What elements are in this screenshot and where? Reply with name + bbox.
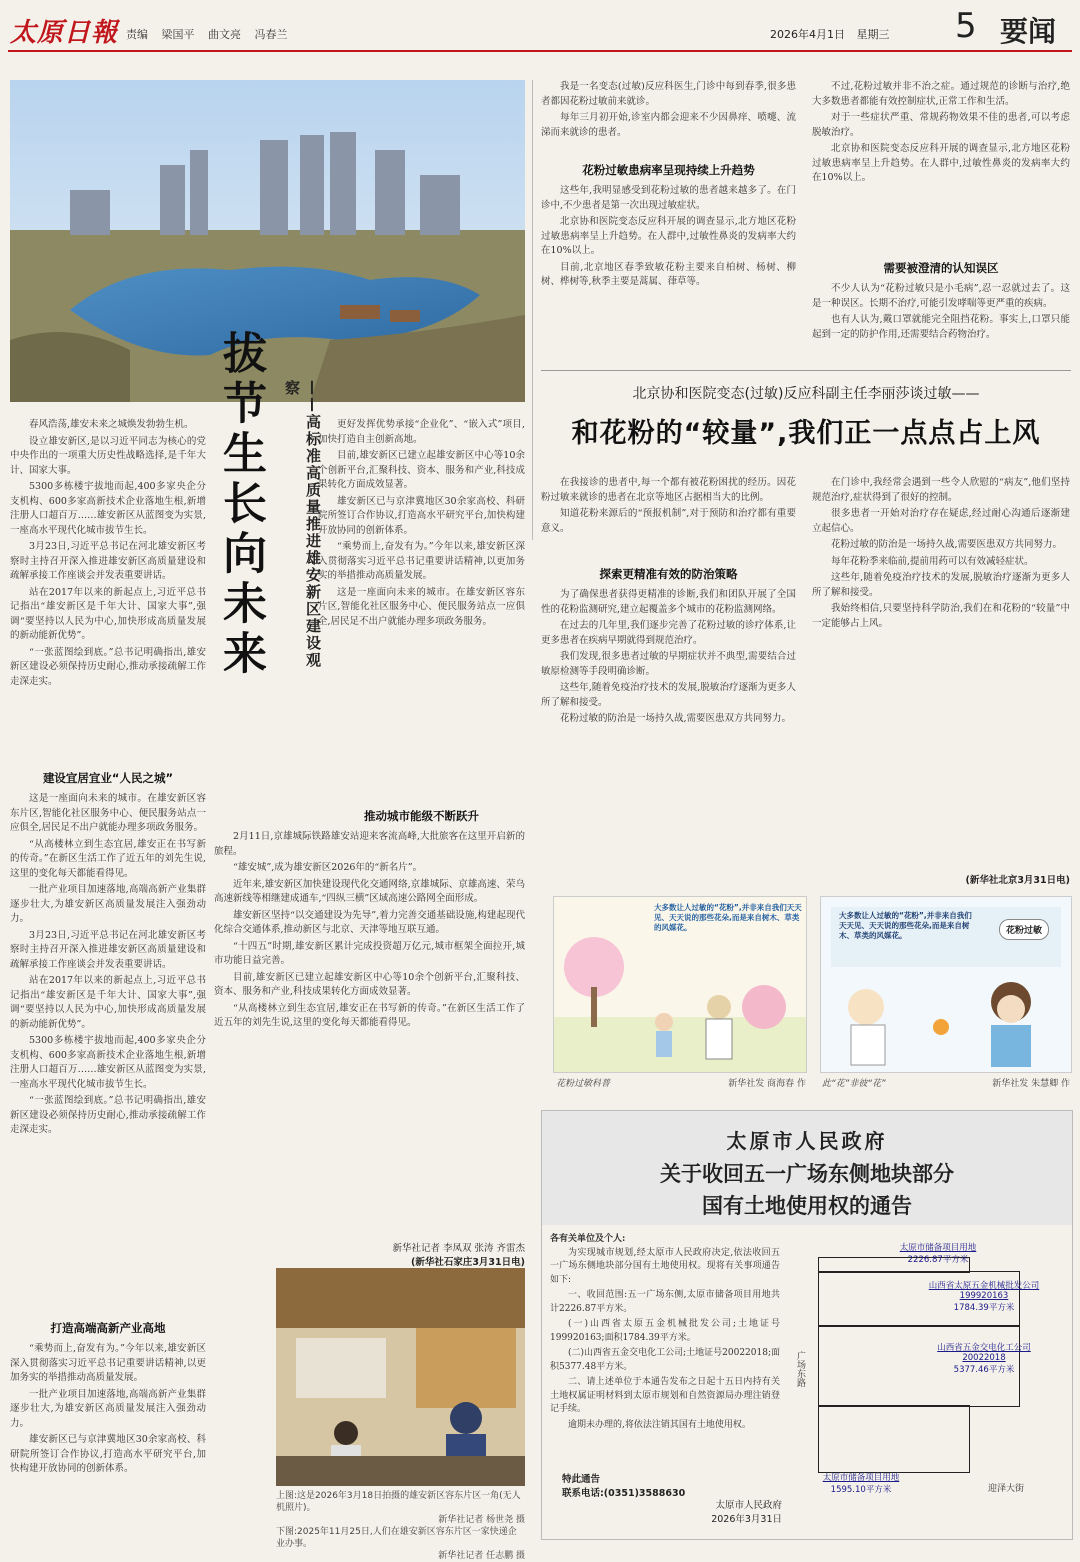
pollen-subhead-1: 花粉过敏患病率呈现持续上升趋势 <box>582 163 755 177</box>
road-label-horizontal: 迎泽大街 <box>988 1484 1025 1494</box>
notice-paragraph: 一、收回范围:五一广场东侧,太原市储备项目用地共计2226.87平方米。 <box>550 1290 780 1314</box>
map-label-reserve-2 <box>796 1471 926 1495</box>
pollen-column-2b <box>812 282 1070 362</box>
notice-paragraph: (一)山西省太原五金机械批发公司;土地证号199920163;面积1784.39平方米。 <box>550 1319 780 1343</box>
notice-paragraph: 二、请上述单位于本通告发布之日起十五日内持有关土地权属证明材料到太原市规划和自然资源局办理注销登记手续。 <box>550 1377 780 1414</box>
photo-caption <box>276 1490 525 1562</box>
signature-issuer: 太原市人民政府 <box>715 1500 782 1511</box>
parcel-name: 太原市储备项目用地 <box>822 1473 900 1483</box>
caption-title: 此“花”非彼“花” <box>822 1079 886 1089</box>
lead-paragraph: “从高楼林立到生态宜居,雄安正在书写新的传奇。”在新区生活工作了近五年的刘先生说,这里的变化每天都能看得见。 <box>214 1002 525 1028</box>
lead-paragraph: “从高楼林立到生态宜居,雄安正在书写新的传奇。”在新区生活工作了近五年的刘先生说,这里的变化每天都能看得见。 <box>10 838 206 879</box>
staff-name: 曲文亮 <box>208 28 241 41</box>
lead-paragraph: 5300多栋楼宇拔地而起,400多家央企分支机构、600多家高新技术企业落地生根,新增注册人口超百万……雄安新区从蓝图变为实景,一座高水平现代化城市拔节生长。 <box>10 1035 206 1090</box>
notice-body <box>550 1233 780 1463</box>
feature-paragraph: 在过去的几年里,我们逐步完善了花粉过敏的诊疗体系,让更多患者在疾病早期就得到规范治疗。 <box>541 620 796 646</box>
parcel-outline <box>818 1405 970 1473</box>
parcel-code: 199920163 <box>959 1291 1009 1301</box>
parcel-area: 1784.39平方米 <box>953 1303 1015 1313</box>
feature-paragraph: 花粉过敏的防治是一场持久战,需要医患双方共同努力。 <box>560 713 792 724</box>
lead-column-b <box>318 418 525 798</box>
feature-kicker: 北京协和医院变态(过敏)反应科副主任李丽莎谈过敏—— <box>632 386 980 402</box>
pollen-column-2 <box>812 80 1070 250</box>
lead-paragraph: 一批产业项目加速落地,高端高新产业集群逐步壮大,为雄安新区高质量发展注入强劲动力。 <box>10 884 206 924</box>
feature-paragraph: 我始终相信,只要坚持科学防治,我们在和花粉的“较量”中一定能够占上风。 <box>812 603 1070 629</box>
map-label-reserve <box>858 1241 1018 1265</box>
notice-contact <box>562 1473 685 1501</box>
feature-subhead: 探索更精准有效的防治策略 <box>599 567 738 581</box>
government-notice <box>541 1110 1073 1540</box>
newspaper-logo: 太原日報 <box>10 18 119 48</box>
lead-paragraph: 目前,雄安新区已建立起雄安新区中心等10余个创新平台,汇聚科技、资本、服务和产业,科技成果转化方面成效显著。 <box>214 971 525 997</box>
notice-paragraph: 为实现城市规划,经太原市人民政府决定,依法收回五一广场东侧地块部分国有土地使用权。现将有关事项通告如下: <box>550 1247 780 1285</box>
lead-lower-photo <box>276 1268 525 1486</box>
page-number: 5 <box>955 6 977 46</box>
staff-list <box>126 26 288 42</box>
feature-paragraph: 在我接诊的患者中,每一个都有被花粉困扰的经历。因花粉过敏来就诊的患者在北京等地区占据相当大的比例。 <box>541 477 796 503</box>
pollen-paragraph: 每年三月初开始,诊室内都会迎来不少因鼻痒、喷嚏、流涕而来就诊的患者。 <box>541 112 796 138</box>
cartoon-2-caption <box>822 1076 1070 1089</box>
feature-paragraph: 花粉过敏的防治是一场持久战,需要医患双方共同努力。 <box>831 539 1063 550</box>
pollen-paragraph: 这些年,我明显感受到花粉过敏的患者越来越多了。在门诊中,不少患者是第一次出现过敏症状。 <box>541 185 796 211</box>
notice-issuer: 太原市人民政府 <box>726 1129 888 1153</box>
pollen-subhead-2: 需要被澄清的认知误区 <box>883 261 999 275</box>
pollen-paragraph: 北京协和医院变态反应科开展的调查显示,北方地区花粉过敏患病率呈上升趋势。在人群中,过敏性鼻炎的发病率大约在10%以上。 <box>812 143 1070 183</box>
city-lake-photo <box>10 80 525 402</box>
notice-header <box>542 1111 1072 1225</box>
lead-intro-paragraph: 站在2017年以来的新起点上,习近平总书记指出“雄安新区是千年大计、国家大事”,强调“要坚持以人民为中心,加快形成高质量发展的新动能新优势”。 <box>10 586 206 641</box>
lead-paragraph: 2月11日,京雄城际铁路雄安站迎来客流高峰,大批旅客在这里开启新的旅程。 <box>214 831 525 857</box>
cartoon-bubble: 大多数让人过敏的“花粉”,并非来自我们天天见、天天说的那些花朵,而是来自树木、草类的风媒花。 <box>839 911 972 940</box>
lead-byline <box>300 1240 525 1268</box>
lead-subhead-3: 打造高端高新产业高地 <box>50 1321 166 1335</box>
lead-paragraph: 雄安新区坚持“以交通建设为先导”,着力完善交通基础设施,构建起现代化综合交通体系,推动新区与北京、天津等地互联互通。 <box>214 909 525 935</box>
parcel-name: 山西省太原五金机械批发公司 <box>928 1281 1040 1291</box>
cartoon-2 <box>820 896 1072 1073</box>
weekday-text: 星期三 <box>856 28 890 41</box>
map-label-appliance <box>900 1341 1068 1375</box>
lead-paragraph: 3月23日,习近平总书记在河北雄安新区考察时主持召开深入推进雄安新区高质量建设和疏解承接工作座谈会并发表重要讲话。 <box>10 929 206 970</box>
byline-text: 新华社记者 李凤双 张涛 齐雷杰 <box>392 1243 525 1254</box>
notice-paragraph: (二)山西省五金交电化工公司;土地证号20022018;面积5377.48平方米。 <box>550 1348 780 1372</box>
parcel-code: 20022018 <box>962 1353 1006 1363</box>
feature-header <box>541 370 1071 461</box>
parcel-area: 5377.46平方米 <box>953 1365 1015 1375</box>
pollen-paragraph: 北京协和医院变态反应科开展的调查显示,北方地区花粉过敏患病率呈上升趋势。在人群中,过敏性鼻炎的发病率大约在10%以上。 <box>541 216 796 256</box>
pollen-paragraph: 目前,北京地区春季致敏花粉主要来自柏树、杨树、柳树、桦树等,秋季主要是蒿属、葎草等。 <box>541 261 796 287</box>
lead-subhead-2: 推动城市能级不断跃升 <box>364 809 479 823</box>
lead-paragraph: 近年来,雄安新区加快建设现代化交通网络,京雄城际、京雄高速、荣乌高速新线等相继建成通车,“四纵三横”区域高速公路网全面形成。 <box>214 878 525 904</box>
dateline-text: (新华社石家庄3月31日电) <box>410 1257 525 1268</box>
lead-intro-paragraph: 设立雄安新区,是以习近平同志为核心的党中央作出的一项重大历史性战略选择,是千年大计、国家大事。 <box>10 435 206 476</box>
issue-date <box>770 26 890 42</box>
lead-intro-paragraph: 春风浩荡,雄安未来之城焕发勃勃生机。 <box>29 419 194 430</box>
lead-paragraph: 站在2017年以来的新起点上,习近平总书记指出“雄安新区是千年大计、国家大事”,强调“要坚持以人民为中心,加快形成高质量发展的新动能新优势”。 <box>10 975 206 1030</box>
lead-paragraph: 这是一座面向未来的城市。在雄安新区容东片区,智能化社区服务中心、便民服务站点一应俱全,居民足不出户就能办理多项政务服务。 <box>318 586 525 627</box>
lead-headline: 拔节生长向未来 <box>215 330 266 680</box>
caption-credit: 新华社记者 任志鹏 摄 <box>438 1551 525 1561</box>
caption-line: 下图:2025年11月25日,人们在雄安新区容东片区一家快递企业办事。 <box>276 1527 517 1549</box>
date-text: 2026年4月1日 <box>770 28 845 41</box>
lead-paragraph: 雄安新区已与京津冀地区30余家高校、科研院所签订合作协议,打造高水平研究平台,加快构建开放协同的创新体系。 <box>318 495 525 536</box>
feature-paragraph: 知道花粉来源后的“预报机制”,对于预防和治疗都有重要意义。 <box>541 508 796 534</box>
lead-photo <box>10 80 525 402</box>
pollen-column-1b <box>541 184 796 364</box>
notice-closing: 特此通告 <box>562 1474 601 1485</box>
caption-line: 上图:这是2026年3月18日拍摄的雄安新区容东片区一角(无人机照片)。 <box>276 1491 521 1513</box>
staff-name: 梁国平 <box>161 28 195 41</box>
feature-byline: (新华社北京3月31日电) <box>965 875 1070 886</box>
office-photo <box>276 1268 525 1486</box>
feature-column-1b <box>541 588 796 884</box>
masthead <box>0 0 1080 56</box>
lead-paragraph: “一张蓝图绘到底。”总书记明确指出,雄安新区建设必须保持历史耐心,推动承接疏解工作走深走实。 <box>10 1095 206 1135</box>
notice-title-1: 关于收回五一广场东侧地块部分 <box>660 1162 954 1186</box>
lead-intro-paragraph: 3月23日,习近平总书记在河北雄安新区考察时主持召开深入推进雄安新区高质量建设和疏解承接工作座谈会并发表重要讲话。 <box>10 541 206 581</box>
feature-headline: 和花粉的“较量”,我们正一点点占上风 <box>571 418 1041 449</box>
parcel-area: 1595.10平方米 <box>830 1485 892 1495</box>
lead-paragraph: 雄安新区已与京津冀地区30余家高校、科研院所签订合作协议,打造高水平研究平台,加快构建开放协同的创新体系。 <box>10 1434 206 1474</box>
cartoon-1 <box>553 896 807 1073</box>
lead-intro <box>10 418 206 758</box>
lead-paragraph: 更好发挥优势承接“企业化”、“嵌入式”项目,加快打造自主创新高地。 <box>318 419 525 445</box>
lead-paragraph: 一批产业项目加速落地,高端高新产业集群逐步壮大,为雄安新区高质量发展注入强劲动力。 <box>10 1388 206 1429</box>
lead-paragraph: “十四五”时期,雄安新区累计完成投资超万亿元,城市框架全面拉开,城市功能日益完善。 <box>214 940 525 966</box>
caption-credit: 新华社发 商海春 作 <box>728 1079 806 1089</box>
feature-paragraph: 每年花粉季来临前,提前用药可以有效减轻症状。 <box>831 555 1034 567</box>
notice-title-2: 国有土地使用权的通告 <box>702 1194 912 1218</box>
road-label-vertical: 广场东路 <box>795 1351 805 1387</box>
lead-column-a <box>10 792 206 1312</box>
pollen-column-1 <box>541 80 796 148</box>
map-label-hardware <box>900 1279 1068 1313</box>
site-map <box>788 1231 1068 1531</box>
notice-signature <box>652 1499 782 1527</box>
lead-subhead-1: 建设宜居宜业“人民之城” <box>42 771 174 785</box>
lead-paragraph: “乘势而上,奋发有为。”今年以来,雄安新区深入贯彻落实习近平总书记重要讲话精神,以更加务实的举措推动高质量发展。 <box>10 1343 206 1383</box>
pollen-paragraph: 不过,花粉过敏并非不治之症。通过规范的诊断与治疗,绝大多数患者都能有效控制症状,正常工作和生活。 <box>812 81 1070 107</box>
cartoon-speech: 花粉过敏 <box>999 919 1049 940</box>
caption-credit: 新华社记者 杨世尧 摄 <box>438 1515 525 1525</box>
masthead-rule <box>8 50 1072 52</box>
feature-paragraph: 这些年,随着免疫治疗技术的发展,脱敏治疗逐渐为更多人所了解和接受。 <box>541 682 796 708</box>
parcel-name: 山西省五金交电化工公司 <box>937 1343 1031 1353</box>
staff-role: 责编 <box>126 28 148 41</box>
pollen-paragraph: 也有人认为,戴口罩就能完全阻挡花粉。事实上,口罩只能起到一定的防护作用,还需要结合药物治疗。 <box>812 314 1070 340</box>
lead-column-c <box>214 830 525 1230</box>
lead-intro-paragraph: “一张蓝图绘到底。”总书记明确指出,雄安新区建设必须保持历史耐心,推动承接疏解工作走深走实。 <box>10 646 206 687</box>
feature-paragraph: 在门诊中,我经常会遇到一些令人欣慰的“病友”,他们坚持规范治疗,症状得到了很好的控制。 <box>812 477 1070 503</box>
pollen-paragraph: 不少人认为“花粉过敏只是小毛病”,忍一忍就过去了。这是一种误区。长期不治疗,可能引发哮喘等更严重的疾病。 <box>812 283 1070 309</box>
feature-paragraph: 为了确保患者获得更精准的诊断,我们和团队开展了全国性的花粉监测研究,建立起覆盖多个城市的花粉监测网络。 <box>541 589 796 615</box>
lead-column-a2 <box>10 1342 206 1538</box>
lead-paragraph: “雄安城”,成为雄安新区2026年的“新名片”。 <box>233 862 423 873</box>
caption-credit: 新华社发 朱慧卿 作 <box>992 1079 1070 1089</box>
parcel-area: 2226.87平方米 <box>907 1255 969 1265</box>
lead-paragraph: 目前,雄安新区已建立起雄安新区中心等10余个创新平台,汇聚科技、资本、服务和产业,科技成果转化方面成效显著。 <box>318 450 525 490</box>
pollen-paragraph: 我是一名变态(过敏)反应科医生,门诊中每到春季,很多患者都因花粉过敏前来就诊。 <box>541 81 796 107</box>
staff-name: 冯春兰 <box>254 28 288 41</box>
lead-subheadline: ——高标准高质量推进雄安新区建设观察 <box>283 380 322 669</box>
column-divider <box>532 80 533 540</box>
feature-paragraph: 这些年,随着免疫治疗技术的发展,脱敏治疗逐渐为更多人所了解和接受。 <box>812 572 1070 598</box>
cartoon-1-caption <box>556 1076 806 1089</box>
pollen-paragraph: 对于一些症状严重、常规药物效果不佳的患者,可以考虑脱敏治疗。 <box>812 112 1070 138</box>
section-name: 要闻 <box>1000 15 1057 48</box>
notice-paragraph: 逾期未办理的,将依法注销其国有土地使用权。 <box>568 1419 751 1430</box>
feature-column-1 <box>541 476 796 556</box>
notice-salutation: 各有关单位及个人: <box>550 1234 626 1244</box>
parcel-name: 太原市储备项目用地 <box>899 1243 977 1253</box>
feature-paragraph: 很多患者一开始对治疗存在疑虑,经过耐心沟通后逐渐建立起信心。 <box>812 508 1070 534</box>
feature-paragraph: 我们发现,很多患者过敏的早期症状并不典型,需要结合过敏原检测等手段明确诊断。 <box>541 651 796 677</box>
notice-phone: 联系电话:(0351)3588630 <box>562 1488 686 1499</box>
signature-date: 2026年3月31日 <box>711 1514 782 1525</box>
lead-paragraph: “乘势而上,奋发有为。”今年以来,雄安新区深入贯彻落实习近平总书记重要讲话精神,以更加务实的举措推动高质量发展。 <box>318 541 525 581</box>
caption-title: 花粉过敏科普 <box>556 1079 611 1089</box>
cartoon-bubble: 大多数让人过敏的“花粉”,并非来自我们天天见、天天说的那些花朵,而是来自树木、草类的风媒花。 <box>654 903 802 932</box>
feature-column-2 <box>812 476 1070 870</box>
lead-paragraph: 这是一座面向未来的城市。在雄安新区容东片区,智能化社区服务中心、便民服务站点一应俱全,居民足不出户就能办理多项政务服务。 <box>10 793 206 833</box>
lead-intro-paragraph: 5300多栋楼宇拔地而起,400多家央企分支机构、600多家高新技术企业落地生根,新增注册人口超百万……雄安新区从蓝图变为实景,一座高水平现代化城市拔节生长。 <box>10 481 206 536</box>
